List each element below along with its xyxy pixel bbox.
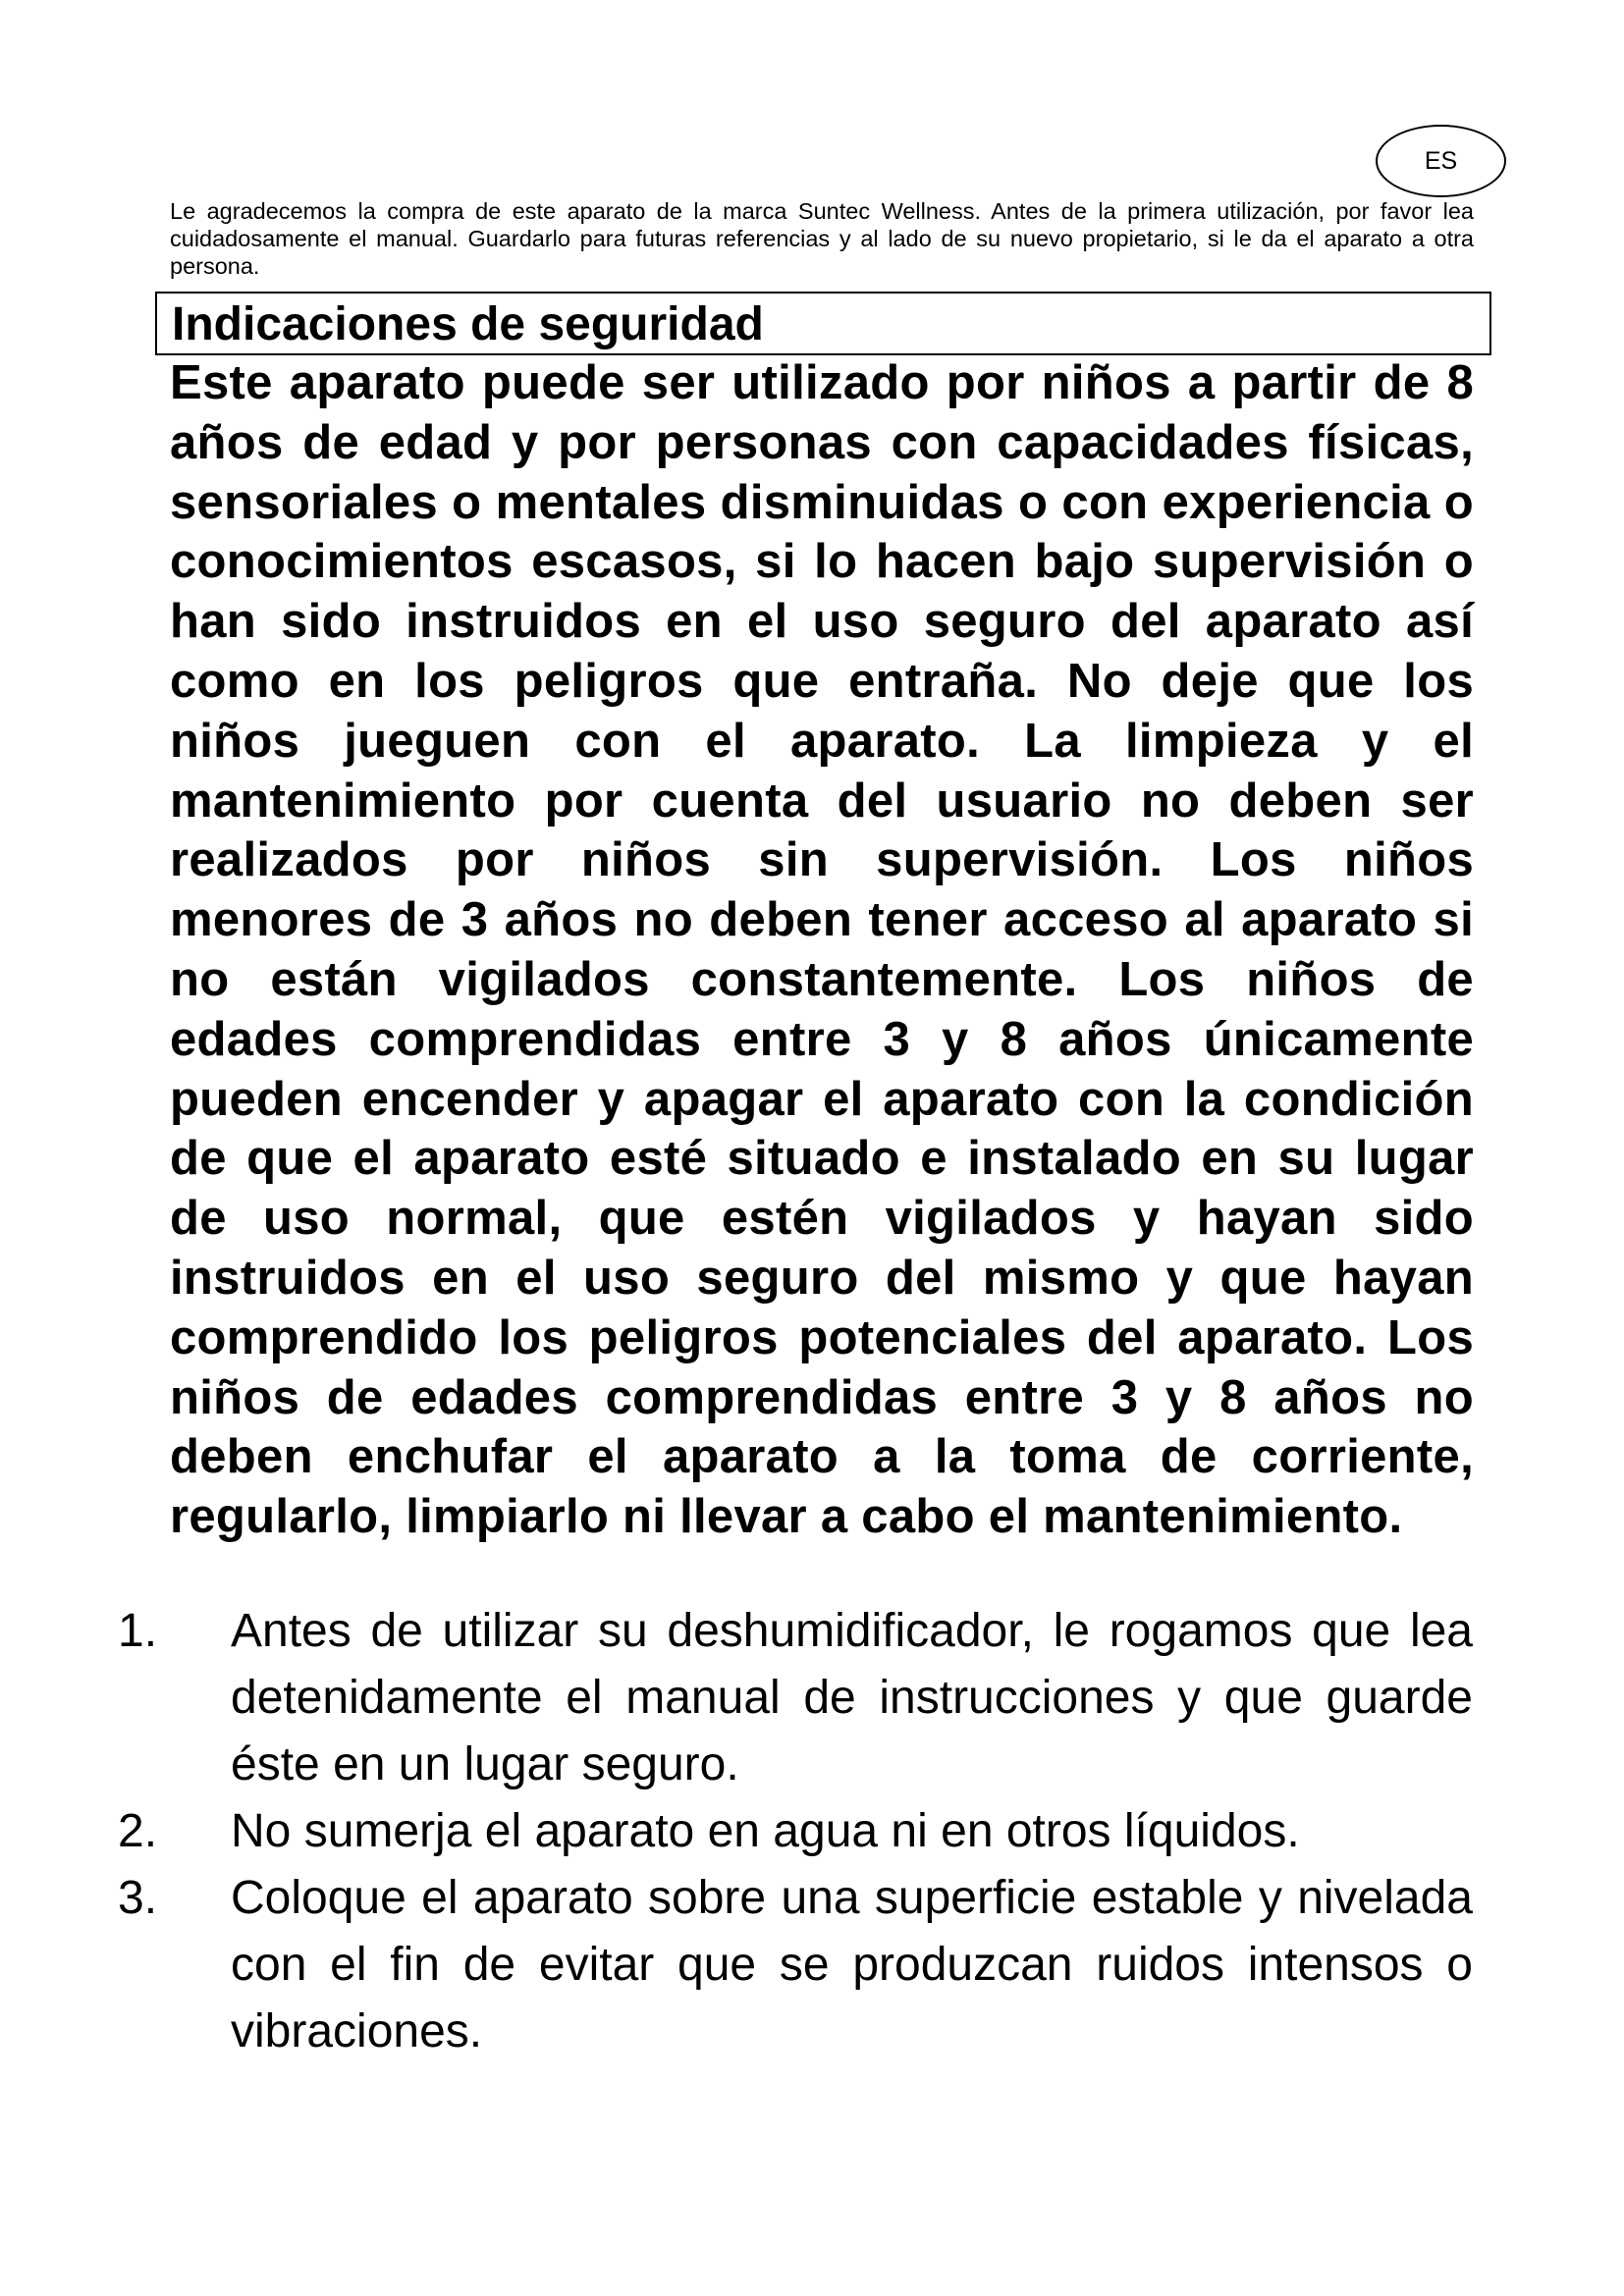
list-item	[118, 1798, 1473, 1865]
language-badge: ES	[1376, 125, 1506, 197]
list-item-number: 3.	[118, 1872, 158, 1924]
list-item-text: No sumerja el aparato en agua ni en otros líquidos.	[231, 1805, 1300, 1857]
list-item	[118, 1865, 1473, 2065]
list-item-number: 2.	[118, 1805, 158, 1857]
list-item-text: Antes de utilizar su deshumidificador, le rogamos que lea detenidamente el manual de instrucciones y que guarde éste en un lugar seguro.	[231, 1605, 1473, 1790]
intro-paragraph: Le agradecemos la compra de este aparato de la marca Suntec Wellness. Antes de la primera utilización, por favor lea cuidadosamente el manual. Guardarlo para futuras referencias y al lado de su nuevo propietario, si le da el aparato a otra persona.	[170, 198, 1474, 279]
instruction-list	[118, 1598, 1473, 2065]
section-title: Indicaciones de seguridad	[172, 298, 764, 350]
list-item	[118, 1598, 1473, 1798]
section-header	[155, 292, 1491, 355]
safety-warning: Este aparato puede ser utilizado por niños a partir de 8 años de edad y por personas con capacidades físicas, sensoriales o mentales disminuidas o con experiencia o conocimientos escasos, si lo hacen bajo supervisión o han sido instruidos en el uso seguro del aparato así como en los peligros que entraña. No deje que los niños jueguen con el aparato. La limpieza y el mantenimiento por cuenta del usuario no deben ser realizados por niños sin supervisión. Los niños menores de 3 años no deben tener acceso al aparato si no están vigilados constantemente. Los niños de edades comprendidas entre 3 y 8 años únicamente pueden encender y apagar el aparato con la condición de que el aparato esté situado e instalado en su lugar de uso normal, que estén vigilados y hayan sido instruidos en el uso seguro del mismo y que hayan comprendido los peligros potenciales del aparato. Los niños de edades comprendidas entre 3 y 8 años no deben enchufar el aparato a la toma de corriente, regularlo, limpiarlo ni llevar a cabo el mantenimiento.	[170, 356, 1474, 1544]
list-item-text: Coloque el aparato sobre una superficie estable y nivelada con el fin de evitar que se produzcan ruidos intensos o vibraciones.	[231, 1872, 1473, 2057]
list-item-number: 1.	[118, 1605, 158, 1657]
